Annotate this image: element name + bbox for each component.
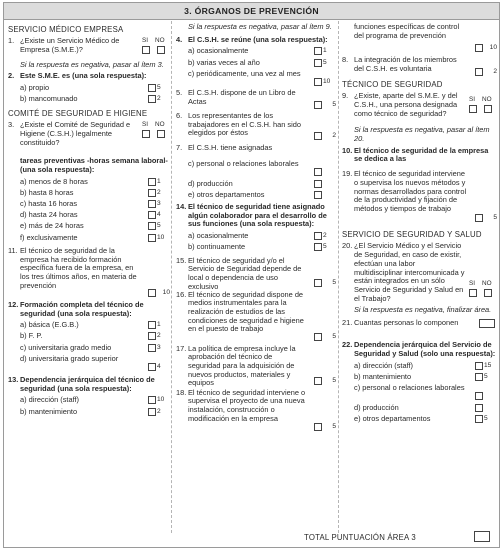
option-row (176, 159, 336, 179)
option-row (8, 407, 170, 418)
answer-code: 10 (162, 289, 170, 297)
question-number: 22. (342, 340, 353, 350)
question-3 (8, 121, 170, 153)
question-18 (176, 389, 336, 433)
option-row (176, 242, 336, 253)
no-checkbox[interactable] (157, 46, 165, 54)
option-checkbox[interactable] (148, 332, 156, 340)
option-label: d) hasta 24 horas (20, 211, 78, 220)
count-input[interactable] (479, 319, 495, 328)
answer-checkbox[interactable] (314, 423, 322, 431)
option-code: 5 (484, 415, 488, 423)
question-number: 16. (176, 289, 187, 299)
option-checkbox[interactable] (314, 168, 322, 176)
question-16 (176, 291, 336, 343)
question-number: 10. (342, 145, 353, 155)
option-code: 2 (157, 188, 161, 196)
option-code: 2 (157, 94, 161, 102)
yes-no-group (140, 121, 170, 143)
yes-no-group (140, 37, 170, 59)
no-label: NO (155, 37, 165, 45)
question-number: 4. (176, 34, 183, 44)
no-label: NO (482, 96, 492, 104)
question-number: 15. (176, 255, 187, 265)
option-row (176, 58, 336, 69)
answer-code: 5 (493, 214, 497, 222)
question-number: 9. (342, 91, 349, 101)
option-label: c) personal o relaciones laborales (354, 383, 465, 392)
option-row (8, 354, 170, 374)
answer-code: 10 (489, 44, 497, 52)
answer-checkbox[interactable] (475, 44, 483, 52)
option-label: a) ocasionalmente (188, 232, 249, 241)
option-checkbox[interactable] (148, 95, 156, 103)
option-row (342, 372, 497, 383)
question-7 (176, 144, 336, 153)
question-text: tareas preventivas -horas semana laboral- (una sola respuesta): (20, 156, 168, 174)
yes-checkbox[interactable] (469, 105, 477, 113)
question-number: 2. (8, 70, 15, 80)
option-label: d) producción (188, 179, 233, 188)
answer-code: 2 (493, 68, 497, 76)
option-label: b) hasta 8 horas (20, 188, 74, 197)
column-divider-2 (338, 21, 339, 533)
option-checkbox[interactable] (314, 180, 322, 188)
question-text: funciones específicas de control del programa de prevención (354, 22, 460, 40)
question-number: 11. (8, 245, 18, 255)
option-row (342, 361, 497, 372)
option-checkbox[interactable] (314, 47, 322, 55)
question-22 (342, 341, 497, 358)
option-label: b) mantenimiento (20, 407, 78, 416)
question-14 (176, 203, 336, 229)
yes-checkbox[interactable] (469, 289, 477, 297)
no-checkbox[interactable] (484, 289, 492, 297)
option-label: a) propio (20, 83, 50, 92)
option-code: 4 (157, 211, 161, 219)
question-text: Dependencia jerárquica del técnico de seguridad (una sola respuesta): (20, 374, 155, 393)
option-row (176, 46, 336, 57)
option-checkbox[interactable] (148, 211, 156, 219)
answer-code: 5 (332, 376, 336, 384)
option-code: 2 (157, 332, 161, 340)
option-checkbox[interactable] (148, 84, 156, 92)
answer-checkbox[interactable] (148, 289, 156, 297)
yes-checkbox[interactable] (142, 130, 150, 138)
question-text: El C.S.H. se reúne (una sola respuesta): (188, 34, 328, 44)
option-row (8, 343, 170, 354)
answer-checkbox[interactable] (314, 132, 322, 140)
option-row (8, 199, 170, 210)
option-code: 5 (157, 222, 161, 230)
question-number: 6. (176, 110, 183, 120)
question-text: Cuantas personas lo componen (354, 318, 459, 328)
option-row (8, 233, 170, 244)
option-label: c) universitaria grado medio (20, 343, 112, 352)
question-6 (176, 112, 336, 142)
question-number: 20. (342, 241, 353, 251)
option-code: 3 (157, 200, 161, 208)
option-row (8, 188, 170, 199)
question-text: El técnico de seguridad dispone de medios instrumentales para la realización de estudios de las condiciones de seguridad e higiene en el puesto de trabajo (188, 289, 304, 334)
option-row (8, 210, 170, 221)
option-checkbox[interactable] (314, 78, 322, 86)
option-label: c) periódicamente, una vez al mes (188, 69, 301, 78)
question-text: El C.S.H. tiene asignadas (188, 142, 273, 152)
no-label: NO (155, 121, 165, 129)
option-code: 10 (323, 77, 331, 85)
question-number: 1. (8, 36, 15, 46)
option-code: 10 (157, 396, 165, 404)
question-text: El técnico de seguridad interviene o supervisa el proyecto de una nueva instalación, construcción o modificación en la empresa (188, 387, 306, 423)
option-label: a) dirección (staff) (20, 396, 80, 405)
question-10 (342, 147, 497, 164)
question-20 (342, 242, 497, 304)
option-checkbox[interactable] (475, 373, 483, 381)
yes-label: SI (142, 37, 149, 45)
column-2 (176, 23, 336, 435)
option-row (8, 395, 170, 406)
option-code: 5 (157, 83, 161, 91)
option-label: b) continuamente (188, 243, 246, 252)
answer-checkbox[interactable] (314, 333, 322, 341)
skip-note: Si la respuesta es negativa, finalizar área. (354, 305, 492, 315)
question-text: ¿Existe el Comité de Seguridad e Higiene (C.S.H.) legalmente constituido? (20, 120, 131, 147)
option-code: 2 (157, 407, 161, 415)
option-code: 5 (323, 58, 327, 66)
skip-note: Si la respuesta es negativa, pasar al ítem 3. (20, 60, 164, 70)
question-15 (176, 257, 336, 289)
question-text: ¿Existe, aparte del S.M.E. y del C.S.H., una persona designada como técnico de seguridad? (354, 91, 458, 118)
answer-checkbox[interactable] (475, 214, 483, 222)
option-checkbox[interactable] (148, 178, 156, 186)
question-text: El técnico de seguridad interviene o supervisa los nuevos métodos y normas desarrollados para control de la productividad y fijación de métodos y tiempos de trabajo (354, 169, 467, 214)
option-label: e) otros departamentos (188, 190, 265, 199)
question-10-continuation (8, 157, 170, 174)
question-text: ¿Existe un Servicio Médico de Empresa (S.M.E.)? (20, 36, 120, 54)
form-area-3 (3, 2, 500, 548)
no-label: NO (482, 280, 492, 288)
question-text: El técnico de seguridad y/o el Servicio de Seguridad depende de local o dependencia de uso exclusivo (188, 255, 302, 291)
yes-label: SI (469, 280, 476, 288)
column-3 (342, 23, 497, 425)
section-heading-servicio: SERVICIO DE SEGURIDAD Y SALUD (342, 230, 482, 240)
question-text: La integración de los miembros del C.S.H. es voluntaria (354, 55, 457, 73)
question-13 (8, 376, 170, 393)
option-row (176, 190, 336, 201)
option-checkbox[interactable] (475, 392, 483, 400)
question-2 (8, 72, 170, 81)
option-checkbox[interactable] (148, 408, 156, 416)
option-checkbox[interactable] (148, 344, 156, 352)
option-checkbox[interactable] (148, 321, 156, 329)
option-code: 1 (157, 321, 161, 329)
question-text: El técnico de seguridad tiene asignado algún colaborador para el desarrollo de sus funciones (una sola respuesta): (188, 201, 327, 229)
no-checkbox[interactable] (157, 130, 165, 138)
question-8 (342, 56, 497, 78)
option-row (342, 403, 497, 414)
question-12 (8, 301, 170, 318)
option-checkbox[interactable] (314, 243, 322, 251)
option-row (342, 414, 497, 425)
option-label: c) personal o relaciones laborales (188, 159, 299, 168)
question-9 (342, 92, 497, 124)
question-text: Formación completa del técnico de seguridad (una sola respuesta): (20, 299, 144, 318)
skip-note: Si la respuesta es negativa, pasar al ítem 20. (354, 125, 490, 143)
question-4 (176, 36, 336, 45)
option-code: 1 (157, 177, 161, 185)
option-row (8, 94, 170, 105)
option-row (8, 177, 170, 188)
option-checkbox[interactable] (148, 396, 156, 404)
option-checkbox[interactable] (148, 200, 156, 208)
answer-code: 5 (332, 278, 336, 286)
option-checkbox[interactable] (475, 404, 483, 412)
question-number: 8. (342, 55, 349, 64)
question-17 (176, 345, 336, 387)
option-label: b) varias veces al año (188, 58, 260, 67)
question-number: 13. (8, 374, 19, 384)
question-text: El técnico de seguridad de la empresa se dedica a las (354, 145, 489, 164)
option-row (8, 320, 170, 331)
question-text: Los representantes de los trabajadores en el C.S.H. han sido elegidos por éstos (188, 110, 301, 138)
column-1 (8, 23, 170, 418)
question-number: 5. (176, 87, 183, 97)
question-number: 19. (342, 169, 353, 179)
question-number: 21. (342, 318, 353, 328)
option-label: a) menos de 8 horas (20, 177, 88, 186)
option-checkbox[interactable] (148, 234, 156, 242)
answer-checkbox[interactable] (475, 68, 483, 76)
section-heading-medico: SERVICIO MÉDICO EMPRESA (8, 25, 124, 34)
column-divider-1 (171, 21, 172, 533)
option-label: a) básica (E.G.B.) (20, 321, 79, 330)
no-checkbox[interactable] (484, 105, 492, 113)
option-row (176, 231, 336, 242)
section-heading-tecnico: TÉCNICO DE SEGURIDAD (342, 80, 443, 89)
yes-no-group (467, 280, 497, 302)
question-1 (8, 37, 170, 59)
question-number: 3. (8, 120, 15, 130)
option-checkbox[interactable] (314, 232, 322, 240)
option-label: c) hasta 16 horas (20, 200, 78, 209)
answer-checkbox[interactable] (314, 377, 322, 385)
option-row (8, 83, 170, 94)
option-code: 5 (323, 243, 327, 251)
question-number: 18. (176, 387, 187, 397)
option-checkbox[interactable] (475, 362, 483, 370)
question-text: El C.S.H. dispone de un Libro de Actas (188, 87, 296, 106)
option-label: e) más de 24 horas (20, 222, 84, 231)
option-checkbox[interactable] (148, 363, 156, 371)
option-label: b) mancomunado (20, 94, 78, 103)
option-label: f) exclusivamente (20, 233, 78, 242)
answer-checkbox[interactable] (314, 279, 322, 287)
option-label: a) ocasionalmente (188, 47, 249, 56)
question-10-continuation-top (342, 23, 497, 54)
option-code: 15 (484, 361, 492, 369)
yes-label: SI (469, 96, 476, 104)
option-code: 10 (157, 233, 165, 241)
option-checkbox[interactable] (314, 191, 322, 199)
option-code: 4 (157, 362, 161, 370)
question-number: 17. (176, 343, 187, 353)
option-label: b) mantenimiento (354, 372, 412, 381)
question-text: Este S.M.E. es (una sola respuesta): (20, 70, 147, 80)
answer-checkbox[interactable] (314, 101, 322, 109)
answer-code: 5 (332, 101, 336, 109)
option-label: a) dirección (staff) (354, 361, 414, 370)
option-checkbox[interactable] (475, 415, 483, 423)
question-11 (8, 247, 170, 299)
yes-checkbox[interactable] (142, 46, 150, 54)
question-21 (342, 319, 497, 339)
option-label: d) universitaria grado superior (20, 354, 119, 363)
question-number: 12. (8, 299, 19, 309)
answer-code: 2 (332, 132, 336, 140)
yes-no-group (467, 96, 497, 118)
question-5 (176, 89, 336, 110)
question-text: Dependencia jerárquica del Servicio de Seguridad y Salud (solo una respuesta): (354, 340, 496, 358)
question-19 (342, 170, 497, 224)
option-code: 3 (157, 343, 161, 351)
yes-label: SI (142, 121, 149, 129)
option-code: 1 (323, 47, 327, 55)
option-row (176, 179, 336, 190)
question-number: 7. (176, 142, 183, 152)
section-heading-comite: COMITÉ DE SEGURIDAD E HIGIENE (8, 109, 148, 119)
skip-note: Si la respuesta es negativa, pasar al ítem 9. (188, 22, 332, 31)
option-code: 2 (323, 232, 327, 240)
section-title: 3. ÓRGANOS DE PREVENCIÓN (4, 3, 499, 20)
option-label: e) otros departamentos (354, 415, 431, 424)
option-row (176, 69, 336, 89)
option-row (8, 221, 170, 232)
option-label: b) F. P. (20, 332, 43, 341)
option-checkbox[interactable] (148, 189, 156, 197)
total-score-label: TOTAL PUNTUACIÓN ÁREA 3 (304, 533, 416, 542)
option-row (8, 331, 170, 342)
option-row (342, 383, 497, 403)
option-checkbox[interactable] (148, 222, 156, 230)
answer-code: 5 (332, 422, 336, 430)
total-score-input[interactable] (474, 531, 490, 542)
option-code: 5 (484, 372, 488, 380)
answer-code: 5 (332, 332, 336, 340)
option-checkbox[interactable] (314, 59, 322, 67)
question-text: El técnico de seguridad de la empresa ha recibido formación específica fuera de la empresa, en los tres últimos años, en materia de prevención (20, 245, 137, 290)
question-number: 14. (176, 201, 187, 211)
question-text: ¿El Servicio Médico y el Servicio de Seguridad, en caso de existir, efectúan una labor multidisciplinar intercomunicada y están integrados en un sólo Servicio de Seguridad y Salud en el Trabajo? (354, 241, 465, 303)
option-label: d) producción (354, 403, 399, 412)
question-text: La política de empresa incluye la aprobación del técnico de seguridad para la adquisición de nuevos productos, materiales y equipos (188, 343, 296, 388)
